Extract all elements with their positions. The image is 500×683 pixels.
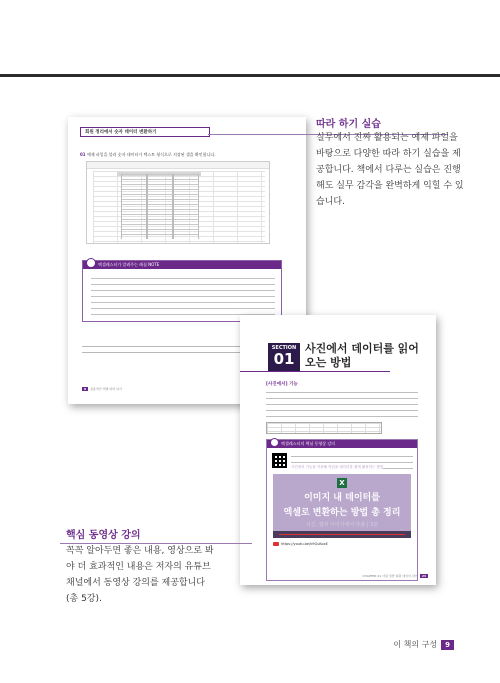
- excel-icon: X: [337, 478, 347, 488]
- author-icon: [86, 258, 96, 268]
- section-badge: [268, 343, 300, 371]
- practice-callout-text: 실무에서 진짜 활용되는 예제 파일을 바탕으로 다양한 따라 하기 실습을 제공합니다. 책에서 다루는 실습은 진행해도 실무 감각을 완벽하게 익힐 수 있습니다.: [316, 133, 464, 207]
- step-1-number: 01: [80, 152, 86, 157]
- section-label: SECTION: [271, 345, 297, 351]
- video-callout-text: 꼭꼭 알아두면 좋은 내용, 영상으로 봐야 더 효과적인 내용은 저자의 유튜브 채널에서 동영상 강의를 제공합니다(총 5강).: [66, 546, 214, 604]
- tip-note-title: 엑셀레스터가 알려주는 레심 NOTE: [83, 261, 281, 269]
- video-thumbnail[interactable]: [273, 474, 411, 538]
- practice-step-1: [80, 152, 216, 158]
- video-lecture-box: [266, 439, 418, 581]
- top-divider: [0, 74, 500, 77]
- qr-code-icon: [272, 453, 287, 468]
- tip-note-body: [91, 275, 275, 319]
- feature-body-text: [266, 389, 418, 419]
- video-caption-line-3: 사진, 캡쳐 이미지에서 추출 | 3분: [305, 522, 379, 528]
- section-rule: [240, 371, 390, 372]
- video-url: https://youtu.be/k9GuKoxE: [281, 542, 328, 546]
- section-title: 사진에서 데이터를 읽어오는 방법: [305, 342, 419, 369]
- feature-heading: [사진에서] 기능: [266, 382, 298, 387]
- video-box-title: 엑셀레스터의 핵심 동영상 강의: [267, 440, 417, 448]
- formula-bar: [87, 162, 269, 169]
- video-link[interactable]: [273, 542, 328, 546]
- video-callout-title: 핵심 동영상 강의: [66, 530, 141, 541]
- youtube-icon: [273, 542, 279, 546]
- page-footer: [393, 639, 454, 650]
- section-number: 01: [273, 350, 295, 368]
- sheet-column: [147, 174, 173, 239]
- video-box-description: [291, 453, 413, 470]
- video-progress-bar[interactable]: [279, 534, 405, 535]
- practice-page-title: 회원 정리에서 숫자 데이터 변환하기: [80, 127, 210, 137]
- practice-page-footer: 8 실용적인 엑셀 따라 하기: [84, 387, 122, 391]
- section-page-footer: CHAPTER 01 사원 일반 회원 데이터 관리 23: [362, 574, 426, 578]
- author-icon: [270, 438, 279, 447]
- page-number: 9: [441, 640, 454, 650]
- spreadsheet-screenshot: [86, 161, 270, 244]
- video-box-subtitle: 사진에서 기능을 이용해 작업을 데이터를 쉽게 활용하는 방법: [291, 465, 384, 469]
- sheet-column: [121, 174, 147, 239]
- video-caption-line-2: 엑셀로 변환하는 방법 총 정리: [283, 508, 401, 518]
- feature-table: [266, 422, 382, 434]
- sheet-column: [173, 174, 199, 239]
- section-page-preview: [240, 315, 436, 585]
- footer-section-label: 이 책의 구성: [393, 640, 438, 649]
- practice-callout-title: 따라 하기 실습: [316, 119, 381, 130]
- tip-note-box: [82, 260, 282, 322]
- step-1-text: 예제 파일을 불러 숫자 데이터가 텍스트 형식으로 저장된 셀을 확인합니다.: [86, 152, 216, 157]
- video-caption-line-1: 이미지 내 데이터를: [304, 493, 380, 503]
